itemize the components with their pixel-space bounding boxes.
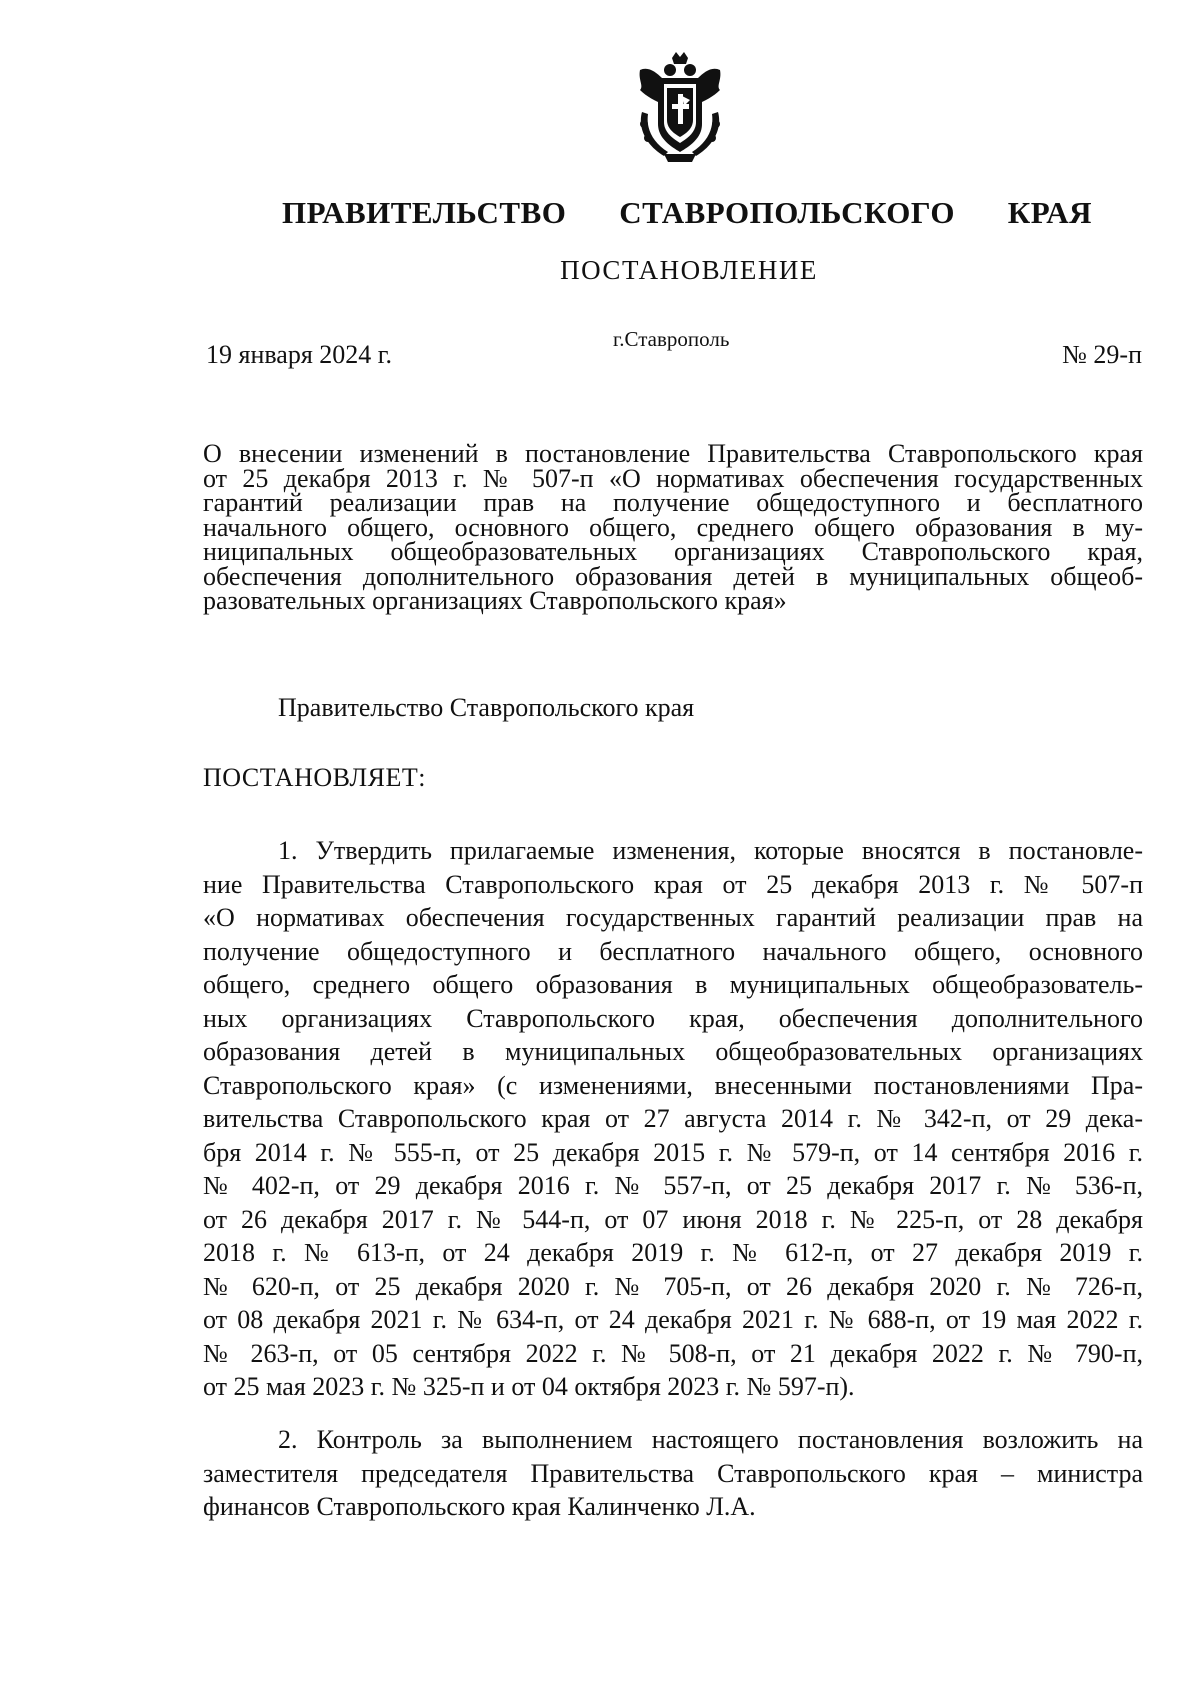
subject-line: начального общего, основного общего, среднего общего образования в му-: [203, 512, 1143, 542]
paragraph-line: от 26 декабря 2017 г. № 544-п, от 07 июня 2018 г. № 225-п, от 28 декабря: [203, 1204, 1143, 1234]
government-title: [282, 195, 1092, 231]
document-date: 19 января 2024 г.: [206, 340, 393, 369]
government-title-word-1: ПРАВИТЕЛЬСТВО: [282, 195, 567, 230]
paragraph-2: [203, 1423, 1143, 1524]
government-title-word-2: СТАВРОПОЛЬСКОГО: [619, 195, 955, 230]
coat-of-arms-icon: [634, 52, 726, 164]
document-number: № 29-п: [1062, 340, 1142, 369]
paragraph-line: от 25 мая 2023 г. № 325-п и от 04 октября 2023 г. № 597-п).: [203, 1372, 855, 1401]
paragraph-line: получение общедоступного и бесплатного начального общего, основного: [203, 936, 1143, 966]
subject-line: разовательных организациях Ставропольского края»: [203, 586, 787, 615]
document-type: ПОСТАНОВЛЕНИЕ: [560, 255, 818, 285]
document-subject: [203, 439, 1143, 615]
subject-line: обеспечения дополнительного образования детей в муниципальных общеоб-: [203, 561, 1143, 591]
document-city: г.Ставрополь: [613, 327, 730, 351]
paragraph-line: образования детей в муниципальных общеобразовательных организациях: [203, 1037, 1143, 1066]
paragraph-line: № 620-п, от 25 декабря 2020 г. № 705-п, от 26 декабря 2020 г. № 726-п,: [203, 1271, 1143, 1301]
paragraph-line: финансов Ставропольского края Калинченко Л.А.: [203, 1492, 756, 1521]
subject-line: от 25 декабря 2013 г. № 507-п «О нормативах обеспечения государственных: [203, 463, 1143, 493]
paragraph-line: Ставропольского края» (с изменениями, внесенными постановлениями Пра-: [203, 1070, 1143, 1100]
paragraph-line: от 08 декабря 2021 г. № 634-п, от 24 декабря 2021 г. № 688-п, от 19 мая 2022 г.: [203, 1305, 1143, 1334]
paragraph-line: № 263-п, от 05 сентября 2022 г. № 508-п, от 21 декабря 2022 г. № 790-п,: [203, 1338, 1143, 1368]
paragraph-line: общего, среднего общего образования в муниципальных общеобразователь-: [203, 970, 1143, 999]
paragraph-line: вительства Ставропольского края от 27 августа 2014 г. № 342-п, от 29 дека-: [203, 1104, 1143, 1133]
paragraph-line: № 402-п, от 29 декабря 2016 г. № 557-п, от 25 декабря 2017 г. № 536-п,: [203, 1171, 1143, 1200]
subject-line: гарантий реализации прав на получение общедоступного и бесплатного: [203, 488, 1143, 517]
paragraph-line: ных организациях Ставропольского края, обеспечения дополнительного: [203, 1003, 1143, 1033]
subject-line: ниципальных общеобразовательных организациях Ставропольского края,: [203, 537, 1143, 566]
paragraph-line: «О нормативах обеспечения государственных гарантий реализации прав на: [203, 903, 1143, 932]
paragraph-1: [203, 834, 1143, 1404]
paragraph-line: ние Правительства Ставропольского края от 25 декабря 2013 г. № 507-п: [203, 869, 1143, 899]
paragraph-line: бря 2014 г. № 555-п, от 25 декабря 2015 г. № 579-п, от 14 сентября 2016 г.: [203, 1137, 1143, 1167]
paragraph-line: заместителя председателя Правительства Ставропольского края – министра: [203, 1458, 1143, 1488]
government-title-word-3: КРАЯ: [1007, 195, 1092, 230]
paragraph-line: 1. Утвердить прилагаемые изменения, которые вносятся в постановле-: [278, 836, 1143, 865]
preamble: Правительство Ставропольского края: [278, 693, 695, 722]
paragraph-line: 2. Контроль за выполнением настоящего постановления возложить на: [278, 1425, 1143, 1454]
resolves-heading: ПОСТАНОВЛЯЕТ:: [203, 763, 426, 792]
subject-line: О внесении изменений в постановление Правительства Ставропольского края: [203, 439, 1143, 468]
paragraph-line: 2018 г. № 613-п, от 24 декабря 2019 г. № 612-п, от 27 декабря 2019 г.: [203, 1238, 1143, 1267]
